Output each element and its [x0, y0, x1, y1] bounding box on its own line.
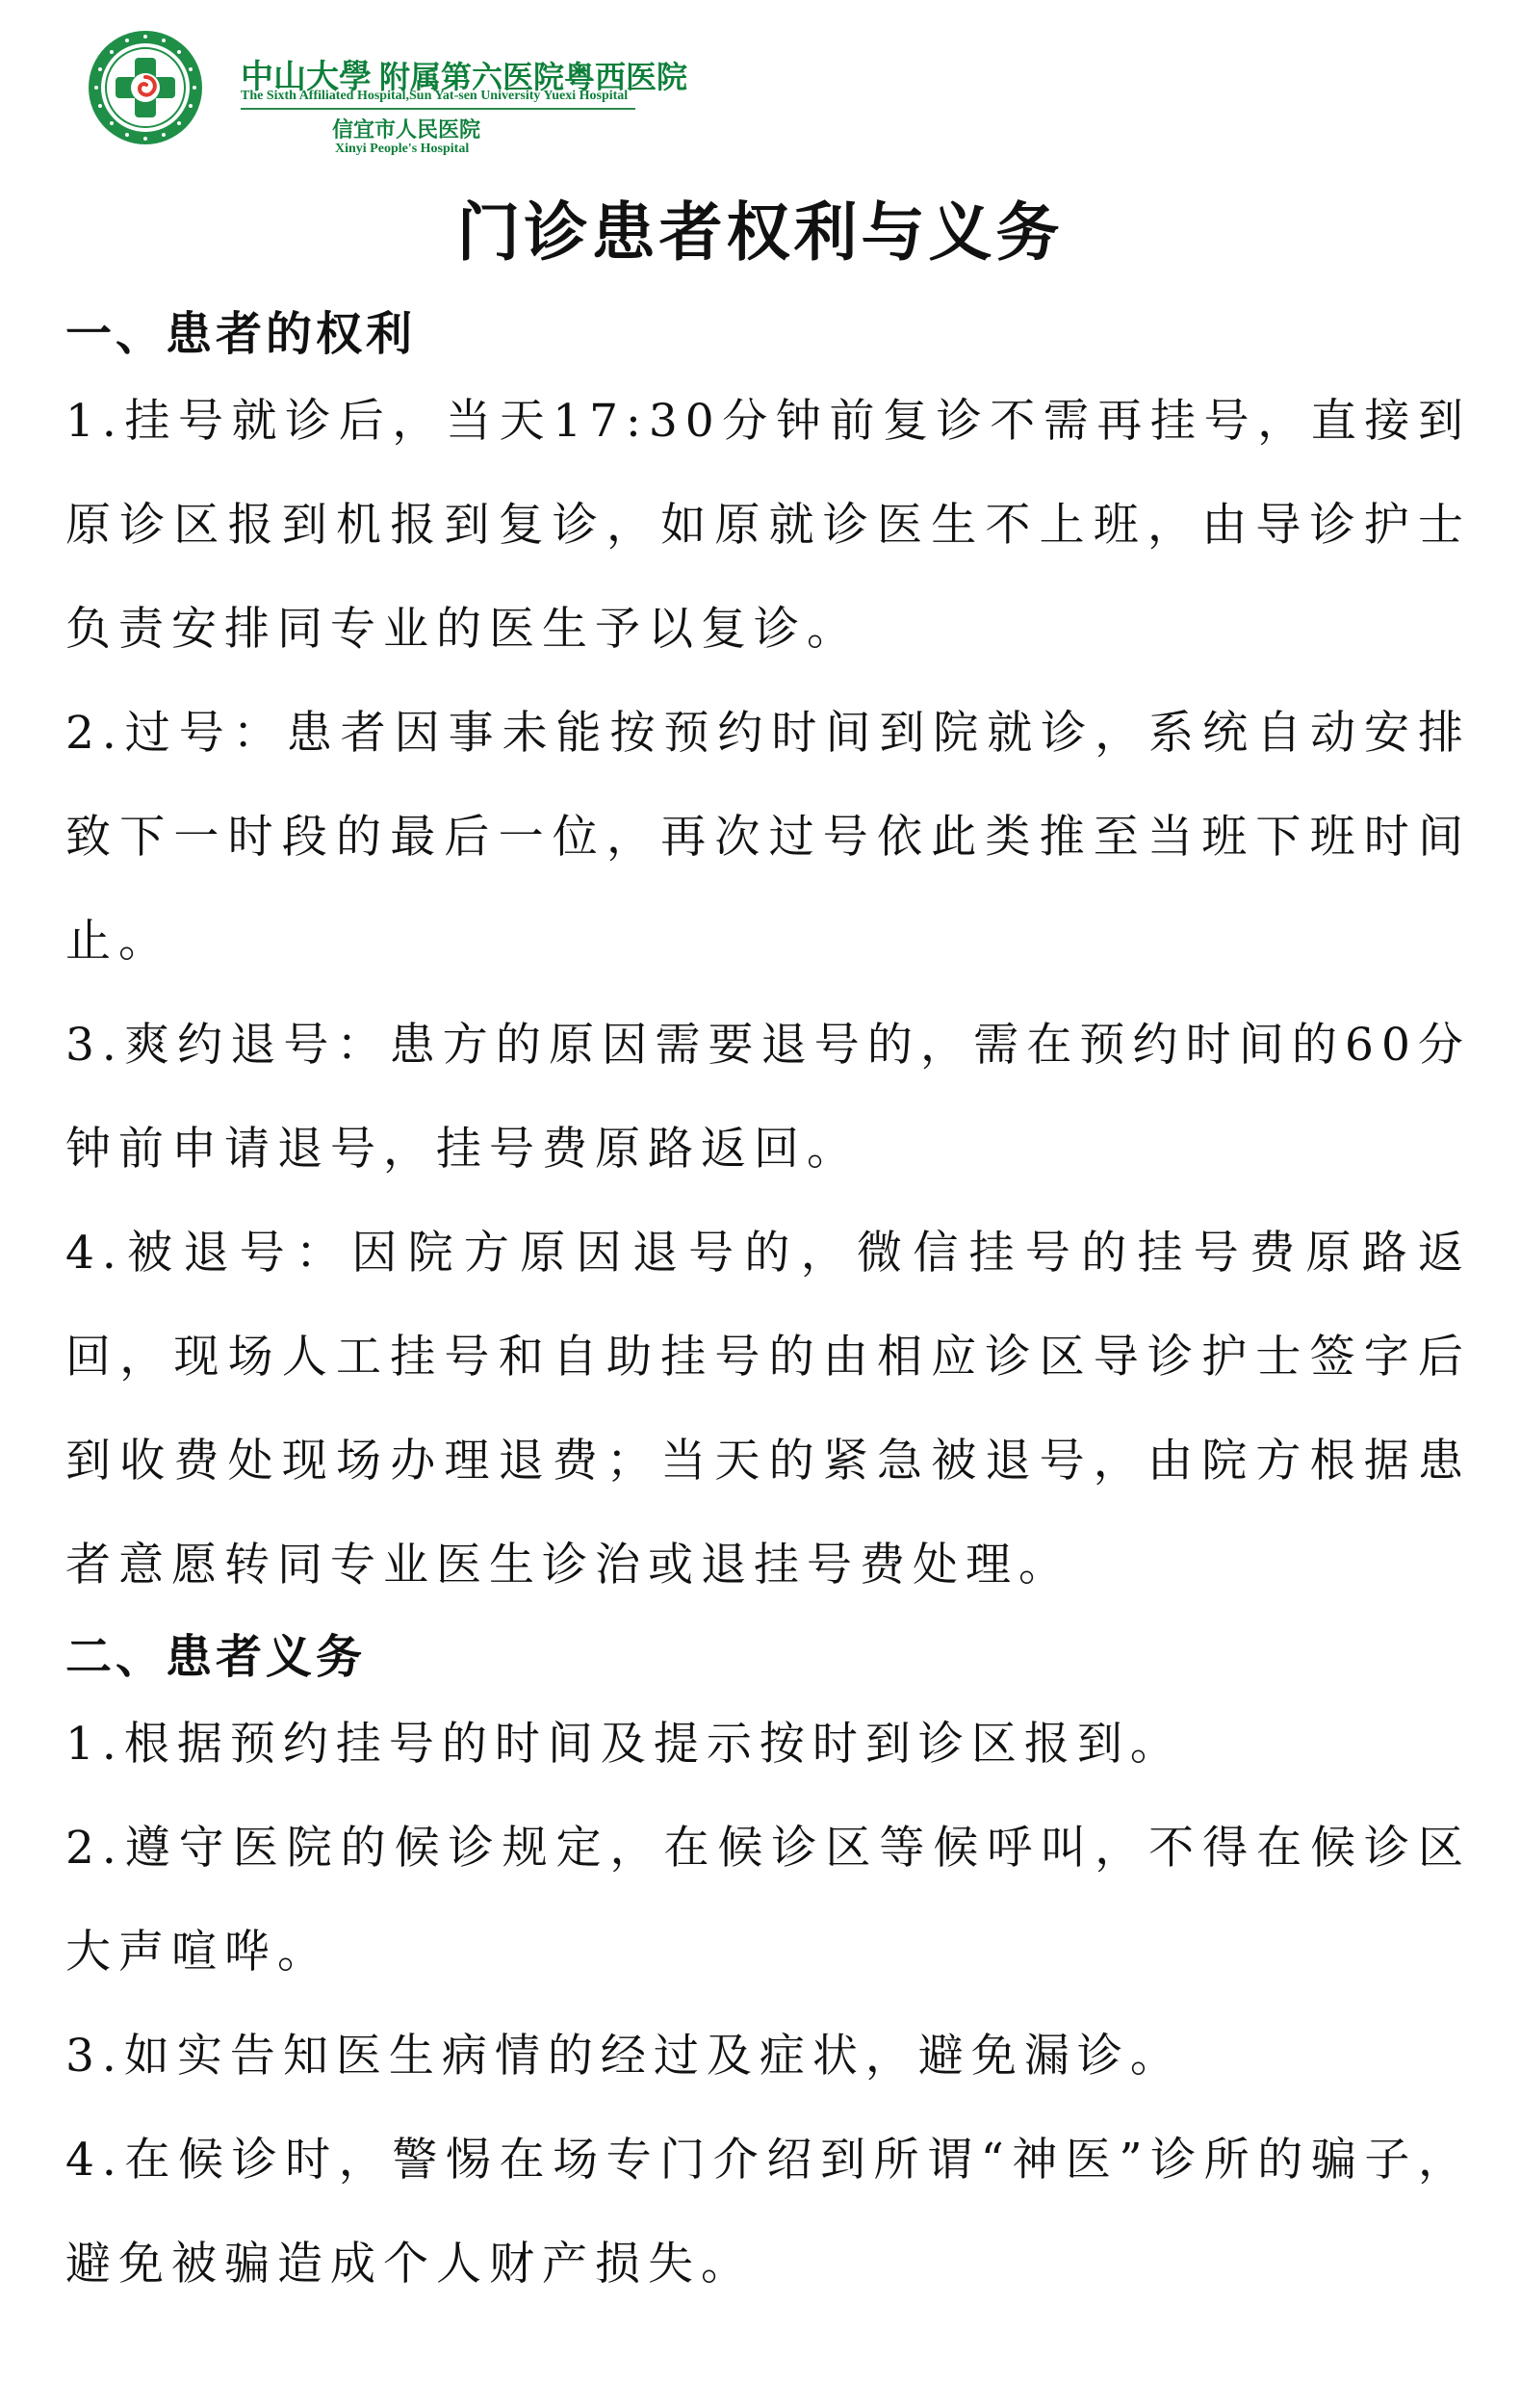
hospital-name-en: The Sixth Affiliated Hospital,Sun Yat-sen University Yuexi Hospital: [241, 89, 629, 103]
document-body: [65, 298, 1471, 2317]
hospital-alt-name-en: Xinyi People's Hospital: [335, 142, 470, 156]
rights-item-1: 1.挂号就诊后，当天17:30分钟前复诊不需再挂号，直接到原诊区报到机报到复诊，如原就诊医生不上班，由导诊护士负责安排同专业的医生予以复诊。: [65, 395, 1471, 656]
rights-item-4: 4.被退号：因院方原因退号的，微信挂号的挂号费原路返回，现场人工挂号和自助挂号的由相应诊区导诊护士签字后到收费处现场办理退费；当天的紧急被退号，由院方根据患者意愿转同专业医生诊治或退挂号费处理。: [65, 1227, 1471, 1592]
section-patient-rights: [65, 298, 1471, 1618]
rights-item-2: 2.过号：患者因事未能按预约时间到院就诊，系统自动安排致下一时段的最后一位，再次过号依此类推至当班下班时间止。: [65, 707, 1471, 968]
hospital-logo-icon: [87, 29, 204, 146]
hospital-header: [87, 29, 760, 164]
obligations-item-4: 4.在候诊时，警惕在场专门介绍到所谓“神医”诊所的骗子，避免被骗造成个人财产损失。: [65, 2134, 1471, 2291]
section-heading: 二、患者义务: [65, 1630, 367, 1684]
obligations-item-2: 2.遵守医院的候诊规定，在候诊区等候呼叫，不得在候诊区大声喧哗。: [65, 1822, 1471, 1979]
section-patient-obligations: [65, 1621, 1471, 2317]
hospital-alt-name-cn: 信宜市人民医院: [332, 118, 481, 142]
rights-item-3: 3.爽约退号：患方的原因需要退号的，需在预约时间的60分钟前申请退号，挂号费原路返回。: [65, 1019, 1471, 1176]
hospital-branch-name: 附属第六医院粤西医院: [379, 59, 688, 95]
section-heading: 一、患者的权利: [65, 307, 417, 361]
header-divider: [241, 108, 635, 110]
obligations-item-3: 3.如实告知医生病情的经过及症状，避免漏诊。: [65, 2030, 1183, 2083]
obligations-item-1: 1.根据预约挂号的时间及提示按时到诊区报到。: [65, 1718, 1183, 1771]
document-title: 门诊患者权利与义务: [456, 195, 1064, 270]
university-name: 中山大學: [241, 58, 372, 96]
